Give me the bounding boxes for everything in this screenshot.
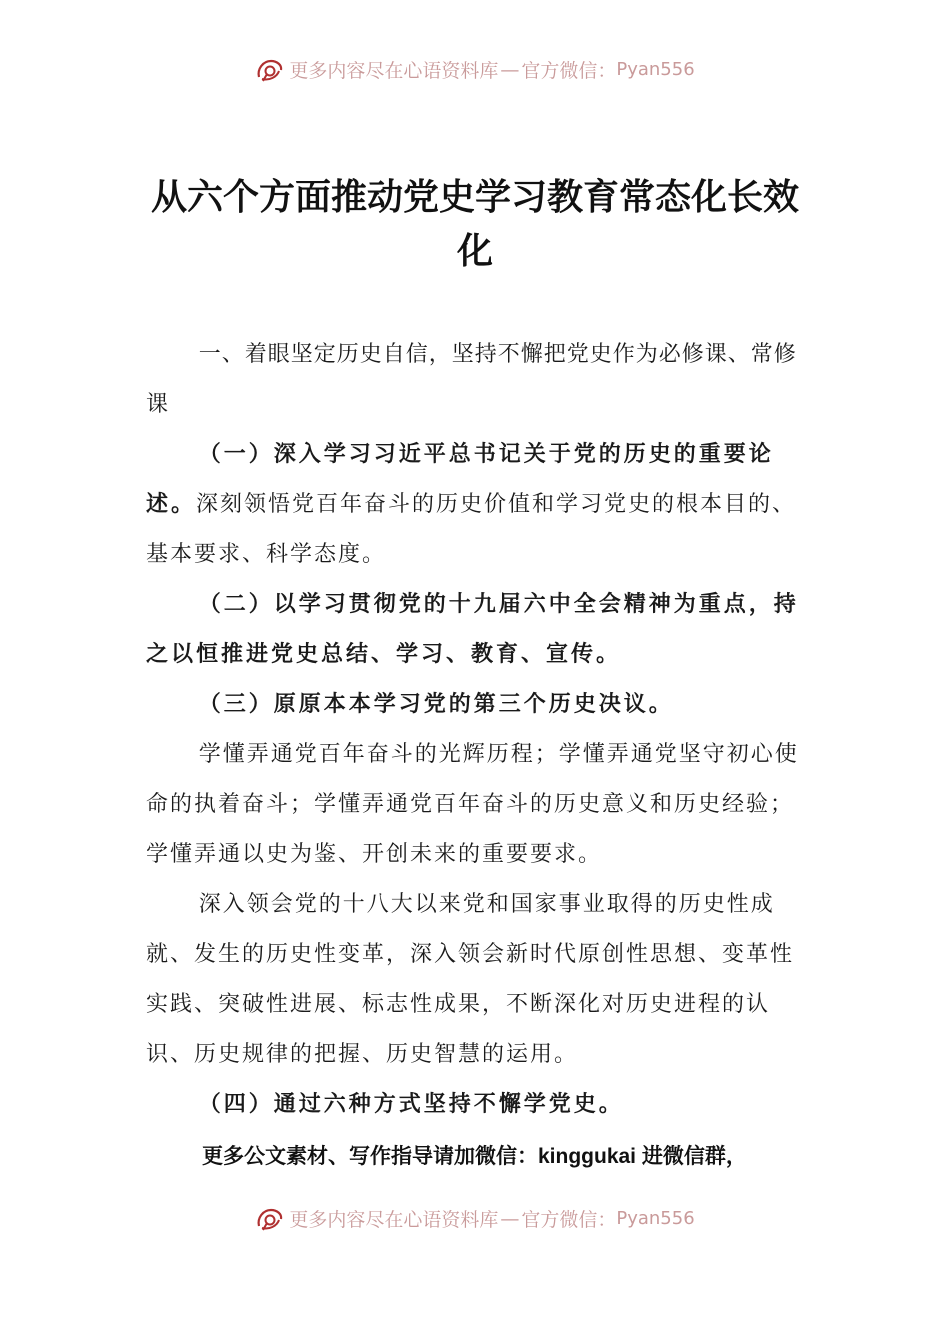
item-1-heading: （一）深入学习习近平总书记关于党的历史的重要论述。 (146, 442, 774, 517)
body-paragraph-1: 学懂弄通党百年奋斗的光辉历程；学懂弄通党坚守初心使命的执着奋斗；学懂弄通党百年奋斗的历史意义和历史经验；学懂弄通以史为鉴、开创未来的重要要求。 (146, 742, 799, 867)
brand-logo-icon (255, 1206, 285, 1232)
item-2-heading: （二）以学习贯彻党的十九届六中全会精神为重点，持之以恒推进党史总结、学习、教育、宣传。 (146, 592, 799, 667)
header-watermark (0, 56, 950, 83)
document-body (146, 330, 811, 1130)
watermark-wechat-id: Pyan556 (616, 1208, 695, 1229)
watermark-contact: 官方微信： (521, 1209, 617, 1231)
watermark-separator: — (500, 58, 520, 81)
promo-text: 更多公文素材、写作指导请加微信：kinggukai 进微信群， (202, 1145, 747, 1168)
footer-watermark (0, 1205, 950, 1232)
document-title: 从六个方面推动党史学习教育常态化长效化 (150, 176, 799, 272)
watermark-brand: 更多内容尽在心语资料库 (289, 60, 499, 82)
item-1-paragraph (146, 430, 811, 580)
watermark-brand: 更多内容尽在心语资料库 (289, 1209, 499, 1231)
watermark-contact: 官方微信： (521, 60, 617, 82)
section-heading-1: 一、着眼坚定历史自信，坚持不懈把党史作为必修课、常修课 (146, 342, 797, 417)
item-3-heading: （三）原原本本学习党的第三个历史决议。 (198, 692, 674, 717)
watermark-wechat-id: Pyan556 (616, 59, 695, 80)
item-4-heading: （四）通过六种方式坚持不懈学党史。 (198, 1092, 624, 1117)
watermark-separator: — (500, 1207, 520, 1230)
item-1-text: 深刻领悟党百年奋斗的历史价值和学习党史的根本目的、基本要求、科学态度。 (146, 492, 797, 567)
body-paragraph-2: 深入领会党的十八大以来党和国家事业取得的历史性成就、发生的历史性变革，深入领会新时代原创性思想、变革性实践、突破性进展、标志性成果，不断深化对历史进程的认识、历史规律的把握、历史智慧的运用。 (146, 892, 795, 1067)
brand-logo-icon (255, 57, 285, 83)
